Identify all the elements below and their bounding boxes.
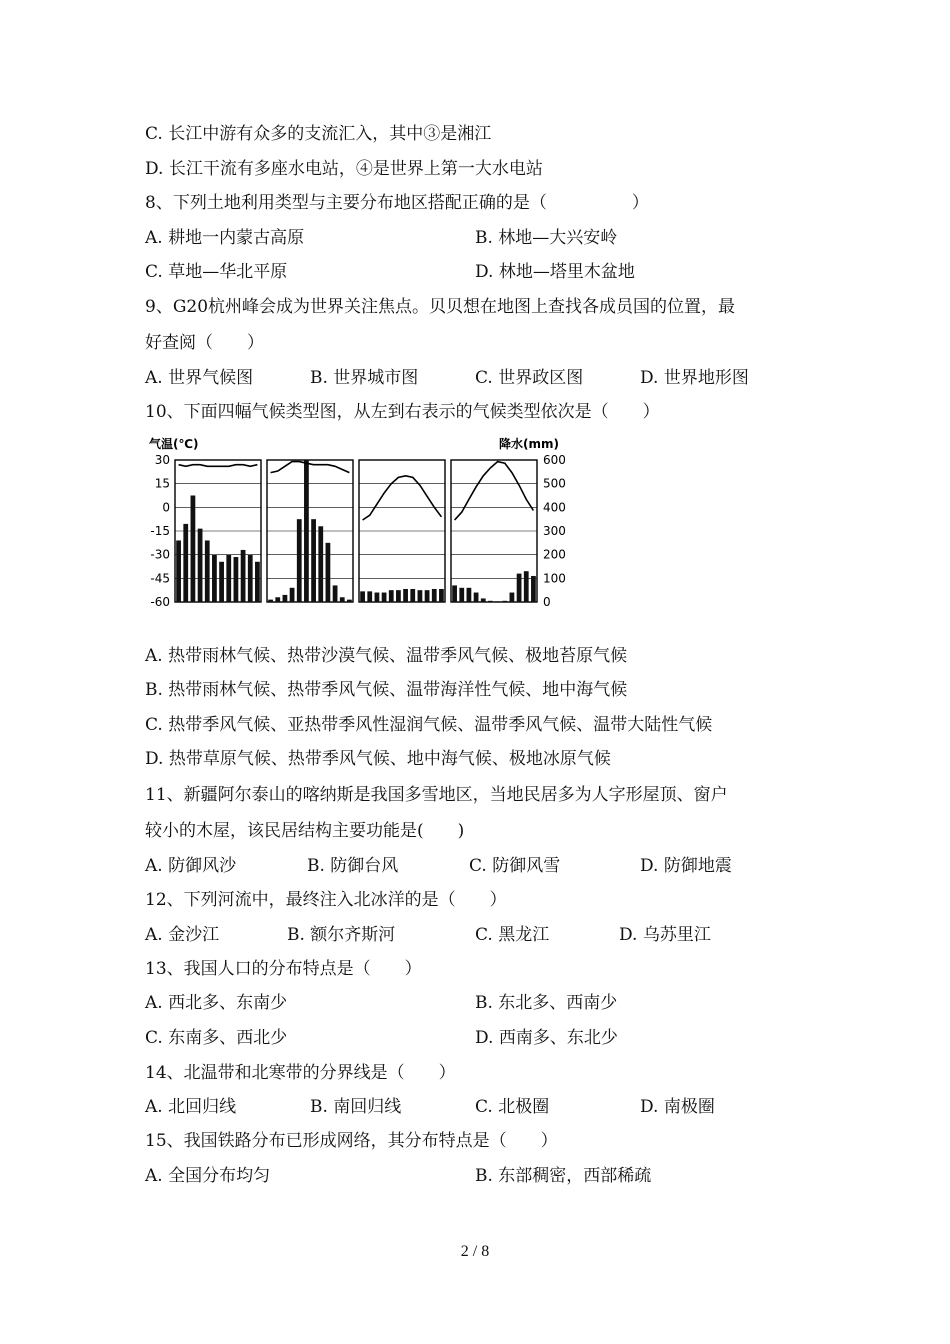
precipitation-bar (517, 574, 522, 602)
precipitation-bar (212, 555, 217, 602)
precipitation-bar (304, 460, 309, 602)
precipitation-tick-label: 0 (543, 595, 551, 609)
answer-option: D. 防御地震 (640, 856, 732, 876)
precipitation-bar (219, 562, 224, 602)
precipitation-bar (275, 597, 280, 602)
precipitation-bar (360, 591, 365, 602)
answer-option: C. 草地—华北平原 (145, 262, 288, 282)
option-row (145, 855, 805, 877)
temperature-tick-label: 30 (154, 453, 170, 467)
text-line: A. 热带雨林气候、热带沙漠气候、温带季风气候、极地苔原气候 (145, 646, 628, 666)
answer-option: B. 东北多、西南少 (475, 993, 618, 1013)
precipitation-tick-label: 600 (543, 453, 566, 467)
temperature-curve (271, 462, 350, 473)
precipitation-bar (389, 590, 394, 602)
temperature-axis-label: 气温(℃) (149, 437, 199, 451)
precipitation-bar (283, 595, 288, 602)
temperature-tick-label: 0 (162, 500, 170, 515)
answer-option: B. 南回归线 (310, 1097, 402, 1117)
answer-option: B. 东部稠密，西部稀疏 (475, 1166, 652, 1186)
precipitation-bar (382, 593, 387, 602)
temperature-tick-label: -45 (150, 571, 170, 586)
option-row (145, 261, 805, 283)
option-row (145, 227, 805, 249)
answer-option: A. 西北多、东南少 (145, 993, 288, 1013)
precipitation-bar (255, 562, 260, 602)
answer-option: D. 世界地形图 (640, 368, 749, 388)
precipitation-bar (226, 555, 231, 602)
answer-option: A. 北回归线 (145, 1097, 237, 1117)
answer-option: B. 防御台风 (307, 856, 399, 876)
answer-option: A. 耕地一内蒙古高原 (145, 228, 305, 248)
temperature-tick-label: -30 (150, 547, 170, 562)
text-line: 较小的木屋，该民居结构主要功能是( ) (145, 821, 465, 841)
precipitation-bar (410, 589, 415, 602)
text-line: 13、我国人口的分布特点是（ ） (145, 959, 422, 979)
text-line: 15、我国铁路分布已形成网络，其分布特点是（ ） (145, 1131, 558, 1151)
answer-option: D. 西南多、东北少 (475, 1028, 618, 1048)
option-row (145, 1027, 805, 1049)
precipitation-bar (205, 540, 210, 602)
precipitation-tick-label: 400 (543, 500, 566, 515)
answer-option: B. 额尔齐斯河 (287, 925, 396, 945)
temperature-curve (363, 476, 442, 520)
precipitation-bar (524, 571, 529, 602)
climate-chart-figure (143, 432, 573, 610)
option-row (145, 992, 805, 1014)
text-line: 好查阅（ ） (145, 333, 264, 353)
answer-option: A. 全国分布均匀 (145, 1166, 271, 1186)
precipitation-bar (467, 588, 472, 602)
precipitation-bar (531, 576, 536, 602)
text-line: 11、新疆阿尔泰山的喀纳斯是我国多雪地区，当地民居多为人字形屋顶、窗户 (145, 785, 728, 805)
precipitation-bar (198, 529, 203, 602)
text-line: D. 长江干流有多座水电站，④是世界上第一大水电站 (145, 159, 543, 179)
answer-option: C. 防御风雪 (469, 856, 561, 876)
precipitation-bar (439, 589, 444, 602)
answer-option: A. 防御风沙 (145, 856, 237, 876)
precipitation-bar (326, 543, 331, 602)
answer-option: B. 林地—大兴安岭 (475, 228, 618, 248)
text-line: 8、下列土地利用类型与主要分布地区搭配正确的是（ ） (145, 193, 649, 213)
precipitation-bar (176, 540, 181, 602)
precipitation-bar (297, 519, 302, 602)
precipitation-bar (333, 585, 338, 602)
precipitation-bar (502, 601, 507, 602)
answer-option: C. 世界政区图 (475, 368, 584, 388)
precipitation-bar (311, 519, 316, 602)
precipitation-bar (375, 593, 380, 602)
precipitation-tick-label: 300 (543, 524, 566, 538)
precipitation-bar (340, 597, 345, 602)
precipitation-bar (488, 601, 493, 602)
precipitation-bar (290, 588, 295, 602)
precipitation-bar (241, 550, 246, 602)
option-row (145, 367, 805, 389)
option-row (145, 1165, 805, 1187)
precipitation-bar (268, 600, 273, 602)
text-line: C. 长江中游有众多的支流汇入，其中③是湘江 (145, 124, 492, 144)
precipitation-bar (432, 589, 437, 602)
text-line: C. 热带季风气候、亚热带季风性湿润气候、温带季风气候、温带大陆性气候 (145, 715, 713, 735)
option-row (145, 1096, 805, 1118)
precipitation-bar (234, 557, 239, 602)
answer-option: C. 北极圈 (475, 1097, 550, 1117)
precipitation-bar (248, 555, 253, 602)
answer-option: B. 世界城市图 (310, 368, 419, 388)
answer-option: C. 东南多、西北少 (145, 1028, 288, 1048)
text-line: B. 热带雨林气候、热带季风气候、温带海洋性气候、地中海气候 (145, 680, 628, 700)
text-line: 10、下面四幅气候类型图，从左到右表示的气候类型依次是（ ） (145, 402, 660, 422)
precipitation-bar (183, 524, 188, 602)
precipitation-bar (367, 591, 372, 602)
precipitation-bar (510, 593, 515, 602)
precipitation-bar (347, 600, 352, 602)
text-line: 12、下列河流中，最终注入北冰洋的是（ ） (145, 890, 507, 910)
precipitation-bar (459, 588, 464, 602)
answer-option: C. 黑龙江 (475, 925, 550, 945)
answer-option: D. 南极圈 (640, 1097, 715, 1117)
precipitation-tick-label: 500 (543, 476, 566, 491)
precipitation-bar (318, 526, 323, 602)
text-line: 14、北温带和北寒带的分界线是（ ） (145, 1063, 456, 1083)
answer-option: A. 世界气候图 (145, 368, 254, 388)
precipitation-bar (481, 598, 486, 602)
precipitation-bar (418, 590, 423, 602)
temperature-curve (455, 462, 534, 520)
answer-option: A. 金沙江 (145, 925, 220, 945)
precipitation-bar (425, 590, 430, 602)
precipitation-tick-label: 200 (543, 547, 566, 562)
temperature-curve (179, 465, 258, 467)
precipitation-bar (396, 590, 401, 602)
option-row (145, 924, 805, 946)
answer-option: D. 乌苏里江 (619, 925, 711, 945)
precipitation-axis-label: 降水(mm) (499, 437, 559, 451)
precipitation-bar (452, 585, 457, 602)
precipitation-bar (191, 496, 196, 603)
precipitation-bar (495, 601, 500, 602)
climate-charts (143, 432, 573, 610)
precipitation-bar (403, 589, 408, 602)
temperature-tick-label: -60 (150, 595, 170, 609)
precipitation-bar (474, 593, 479, 602)
precipitation-tick-label: 100 (543, 571, 566, 586)
answer-option: D. 林地—塔里木盆地 (475, 262, 635, 282)
temperature-tick-label: 15 (154, 476, 170, 491)
page-number: 2 / 8 (460, 1243, 490, 1260)
text-line: D. 热带草原气候、热带季风气候、地中海气候、极地冰原气候 (145, 749, 611, 769)
text-line: 9、G20杭州峰会成为世界关注焦点。贝贝想在地图上查找各成员国的位置，最 (145, 297, 736, 317)
temperature-tick-label: -15 (150, 524, 170, 538)
